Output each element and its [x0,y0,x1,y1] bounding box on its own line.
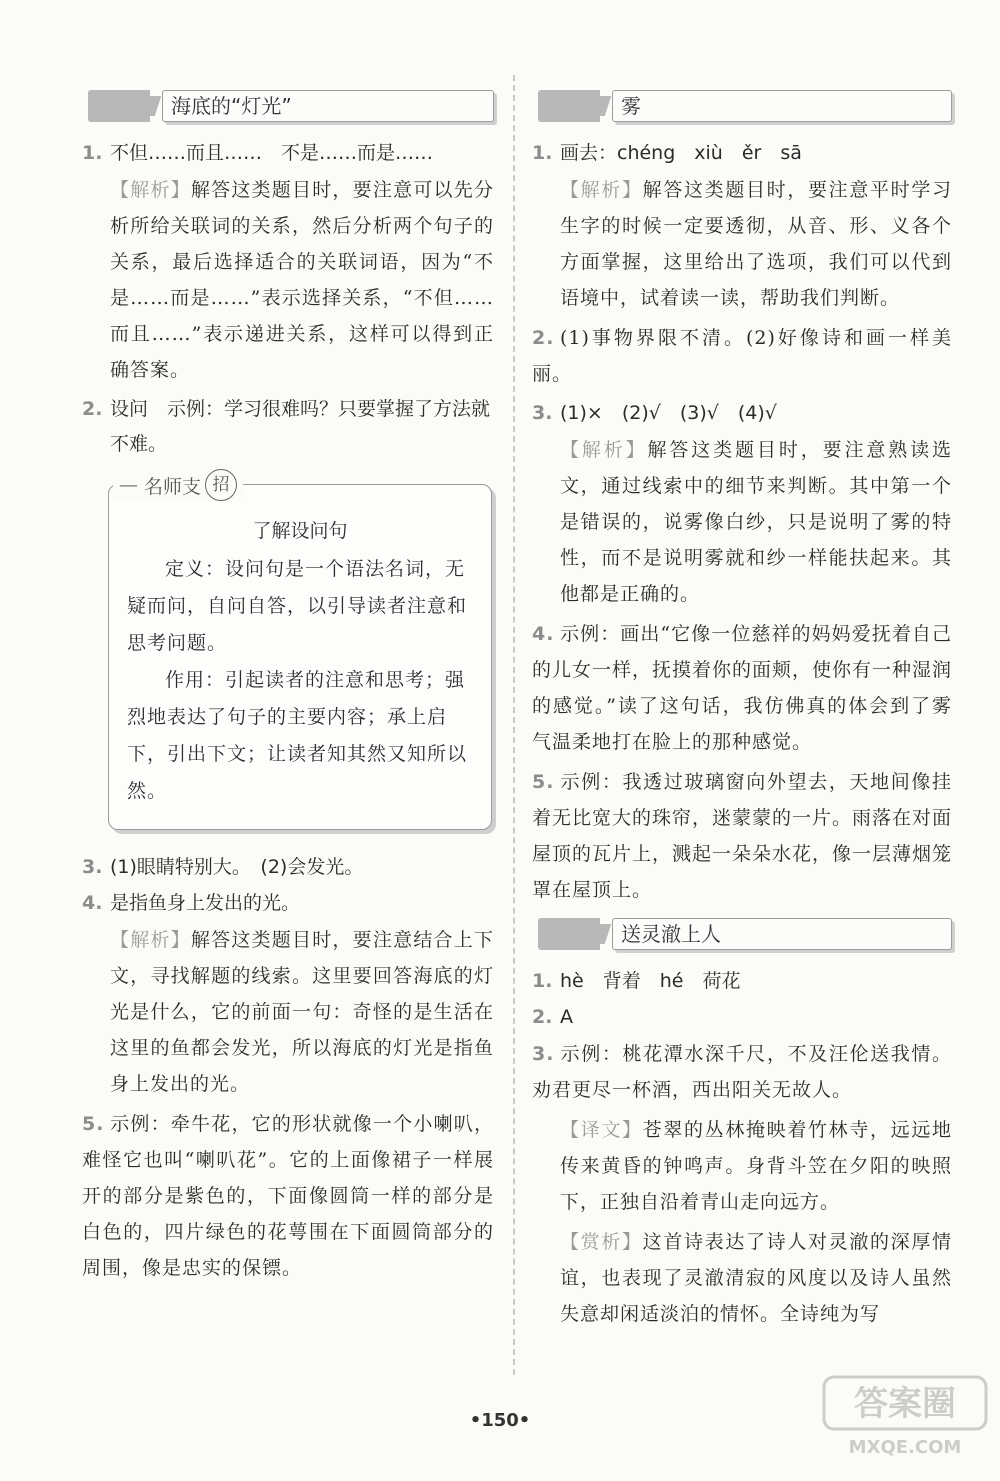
answer-text: 画去：chéng xiù ěr sā [560,142,802,164]
answer-text: (1)× (2)√ (3)√ (4)√ [560,402,777,424]
analysis-block: 【解析】解答这类题目时，要注意可以先分析所给关联词的关系，然后分析两个句子的关系，最后选择适合的关联词语，因为“不是……而是……”表示选择关系，“不但……而且……”表示递进关系，这样可以得到正确答案。 [110,179,494,381]
question-3: 3. 示例：桃花潭水深千尺，不及汪伦送我情。劝君更尽一杯酒，西出阳关无故人。 [532,1043,952,1101]
tip-definition: 定义：设问句是一个语法名词，无疑而问，自问自答，以引导读者注意和思考问题。 [127,558,468,654]
answer-text: 不但……而且…… 不是……而是…… [110,142,434,164]
answer-text: 示例：桃花潭水深千尺，不及汪伦送我情。劝君更尽一杯酒，西出阳关无故人。 [532,1043,952,1101]
analysis-block: 【解析】解答这类题目时，要注意熟读选文，通过线索中的细节来判断。其中第一个是错误的，说雾像白纱，只是说明了雾的特性，而不是说明雾就和纱一样能扶起来。其他都是正确的。 [560,439,952,605]
section-header-2 [538,90,952,122]
section-header-1 [88,90,494,122]
analysis-tag: 【解析】 [110,179,191,201]
left-column [82,90,494,1290]
right-column [532,90,952,1336]
translation-block: 【译文】苍翠的丛林掩映着竹林寺，远远地传来黄昏的钟鸣声。身背斗笠在夕阳的映照下，正独自沿着青山走向远方。 [560,1119,952,1213]
question-1: 1. 不但……而且…… 不是……而是…… [82,142,434,164]
answer-text: 示例：我透过玻璃窗向外望去，天地间像挂着无比宽大的珠帘，迷蒙蒙的一片。雨落在对面屋顶的瓦片上，溅起一朵朵水花，像一层薄烟笼罩在屋顶上。 [532,771,953,901]
teacher-tip-box [108,474,492,830]
question-5: 5. 示例：牵牛花，它的形状就像一个小喇叭，难怪它也叫“喇叭花”。它的上面像裙子一样展开的部分是紫色的，下面像圆筒一样的部分是白色的，四片绿色的花萼围在下面圆筒部分的周围，像是忠实的保镖。 [82,1113,494,1279]
column-divider [513,75,515,1375]
analysis-tag: 【解析】 [110,929,191,951]
question-4: 4. 示例：画出“它像一位慈祥的妈妈爱抚着自己的儿女一样，抚摸着你的面颊，使你有一种湿润的感觉。”读了这句话，我仿佛真的体会到了雾气温柔地打在脸上的那种感觉。 [532,623,953,753]
svg-text:MXQE.COM: MXQE.COM [848,1437,962,1458]
page-number: •150• [469,1410,531,1431]
tip-circle-icon: 招 [205,469,237,501]
section-badge [538,918,600,950]
answer-text: 设问 示例：学习很难吗？只要掌握了方法就不难。 [110,398,491,455]
question-2: 2. (1)事物界限不清。(2)好像诗和画一样美丽。 [532,327,952,385]
question-3: 3. (1)眼睛特别大。 (2)会发光。 [82,856,364,878]
question-1: 1. 画去：chéng xiù ěr sā [532,142,802,164]
question-4: 4. 是指鱼身上发出的光。 [82,892,301,914]
watermark-logo [820,1371,990,1461]
translation-tag: 【译文】 [560,1119,643,1141]
question-5: 5. 示例：我透过玻璃窗向外望去，天地间像挂着无比宽大的珠帘，迷蒙蒙的一片。雨落在对面屋顶的瓦片上，溅起一朵朵水花，像一层薄烟笼罩在屋顶上。 [532,771,953,901]
question-3: 3. (1)× (2)√ (3)√ (4)√ [532,402,777,424]
answer-text: hè 背着 hé 荷花 [560,970,741,992]
analysis-tag: 【解析】 [560,179,643,201]
answer-text: 是指鱼身上发出的光。 [110,892,301,914]
answer-text: (1)事物界限不清。(2)好像诗和画一样美丽。 [532,327,952,385]
analysis-block: 【解析】解答这类题目时，要注意平时学习生字的时候一定要透彻，从音、形、义各个方面掌握，这里给出了选项，我们可以代到语境中，试着读一读，帮助我们判断。 [560,179,952,309]
appreciation-tag: 【赏析】 [560,1231,643,1253]
section-title: 雾 [612,90,952,122]
section-title: 海底的“灯光” [162,90,494,122]
section-badge [538,90,600,122]
question-1: 1. hè 背着 hé 荷花 [532,970,741,992]
analysis-tag: 【解析】 [560,439,648,461]
answer-text: 示例：牵牛花，它的形状就像一个小喇叭，难怪它也叫“喇叭花”。它的上面像裙子一样展开的部分是紫色的，下面像圆筒一样的部分是白色的，四片绿色的花萼围在下面圆筒部分的周围，像是忠实的保镖。 [82,1113,494,1279]
tip-text [109,547,491,810]
section-title: 送灵澈上人 [612,918,952,950]
tip-label: — 名师支 招 [113,469,243,501]
tip-function: 作用：引起读者的注意和思考；强烈地表达了句子的主要内容；承上启下，引出下文；让读者知其然又知所以然。 [127,669,468,802]
section-badge [88,90,150,122]
answer-text: 示例：画出“它像一位慈祥的妈妈爱抚着自己的儿女一样，抚摸着你的面颊，使你有一种湿润的感觉。”读了这句话，我仿佛真的体会到了雾气温柔地打在脸上的那种感觉。 [532,623,953,753]
appreciation-block: 【赏析】这首诗表达了诗人对灵澈的深厚情谊，也表现了灵澈清寂的风度以及诗人虽然失意却闲适淡泊的情怀。全诗纯为写 [560,1231,952,1325]
svg-text:答案圈: 答案圈 [854,1384,956,1424]
question-2: 2. 设问 示例：学习很难吗？只要掌握了方法就不难。 [82,398,491,455]
answer-text: (1)眼睛特别大。 (2)会发光。 [110,856,364,878]
tip-title: 了解设问句 [252,520,348,542]
answer-text: A [560,1006,573,1028]
question-2: 2. A [532,1006,573,1028]
analysis-block: 【解析】解答这类题目时，要注意结合上下文，寻找解题的线索。这里要回答海底的灯光是什么，它的前面一句：奇怪的是生活在这里的鱼都会发光，所以海底的灯光是指鱼身上发出的光。 [110,929,494,1095]
section-header-3 [538,918,952,950]
